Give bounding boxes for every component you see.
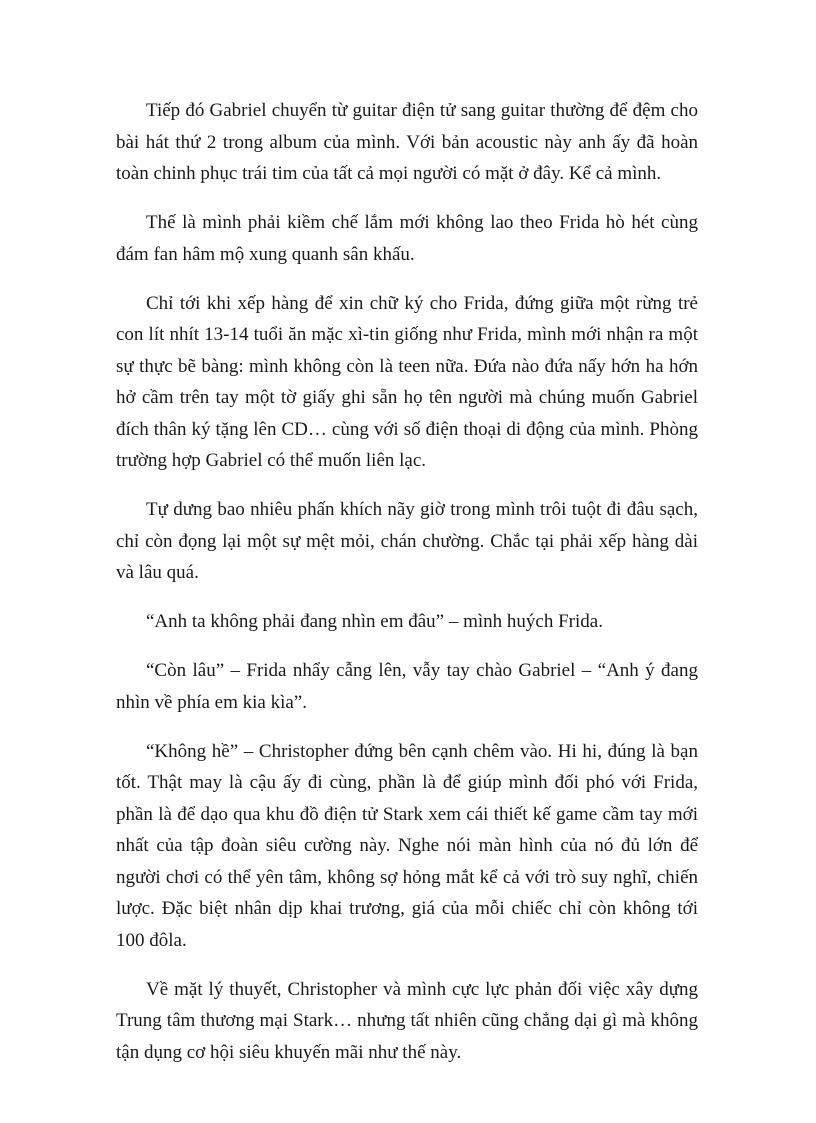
paragraph: Về mặt lý thuyết, Christopher và mình cực lực phản đối việc xây dựng Trung tâm thương mại Stark… nhưng tất nhiên cũng chẳng dại gì mà không tận dụng cơ hội siêu khuyến mãi như thế này.	[116, 978, 698, 1063]
paragraph: Tiếp đó Gabriel chuyển từ guitar điện tử sang guitar thường để đệm cho bài hát thứ 2 trong album của mình. Với bản acoustic này anh ấy đã hoàn toàn chinh phục trái tim của tất cả mọi người có mặt ở đây. Kể cả mình.	[116, 100, 698, 184]
paragraph: Tự dưng bao nhiêu phấn khích nãy giờ trong mình trôi tuột đi đâu sạch, chỉ còn đọng lại một sự mệt mỏi, chán chường. Chắc tại phải xếp hàng dài và lâu quá.	[116, 499, 698, 583]
paragraph: “Không hề” – Christopher đứng bên cạnh chêm vào. Hi hi, đúng là bạn tốt. Thật may là cậu ấy đi cùng, phần là để giúp mình đối phó với Frida, phần là để dạo qua khu đồ điện tử Stark xem cái thiết kế game cầm tay mới nhất của tập đoàn siêu cường này. Nghe nói màn hình của nó đủ lớn để người chơi có thể yên tâm, không sợ hỏng mắt kể cả với trò suy nghĩ, chiến lược. Đặc biệt nhân dịp khai trương, giá của mỗi chiếc chỉ còn không tới 100 đôla.	[116, 740, 698, 951]
paragraph: “Còn lâu” – Frida nhẩy cẫng lên, vẫy tay chào Gabriel – “Anh ý đang nhìn về phía em kia kìa”.	[116, 660, 698, 713]
paragraph: Chỉ tới khi xếp hàng để xin chữ ký cho Frida, đứng giữa một rừng trẻ con lít nhít 13-14 tuổi ăn mặc xì-tin giống như Frida, mình mới nhận ra một sự thực bẽ bàng: mình không còn là teen nữa. Đứa nào đứa nấy hớn ha hớn hở cầm trên tay một tờ giấy ghi sẵn họ tên người mà chúng muốn Gabriel đích thân ký tặng lên CD… cùng với số điện thoại di động của mình. Phòng trường hợp Gabriel có thể muốn liên lạc.	[116, 292, 698, 471]
paragraph: “Anh ta không phải đang nhìn em đâu” – mình huých Frida.	[146, 611, 603, 632]
book-page	[116, 95, 698, 1086]
paragraph: Thế là mình phải kiềm chế lắm mới không lao theo Frida hò hét cùng đám fan hâm mộ xung quanh sân khấu.	[116, 212, 698, 265]
